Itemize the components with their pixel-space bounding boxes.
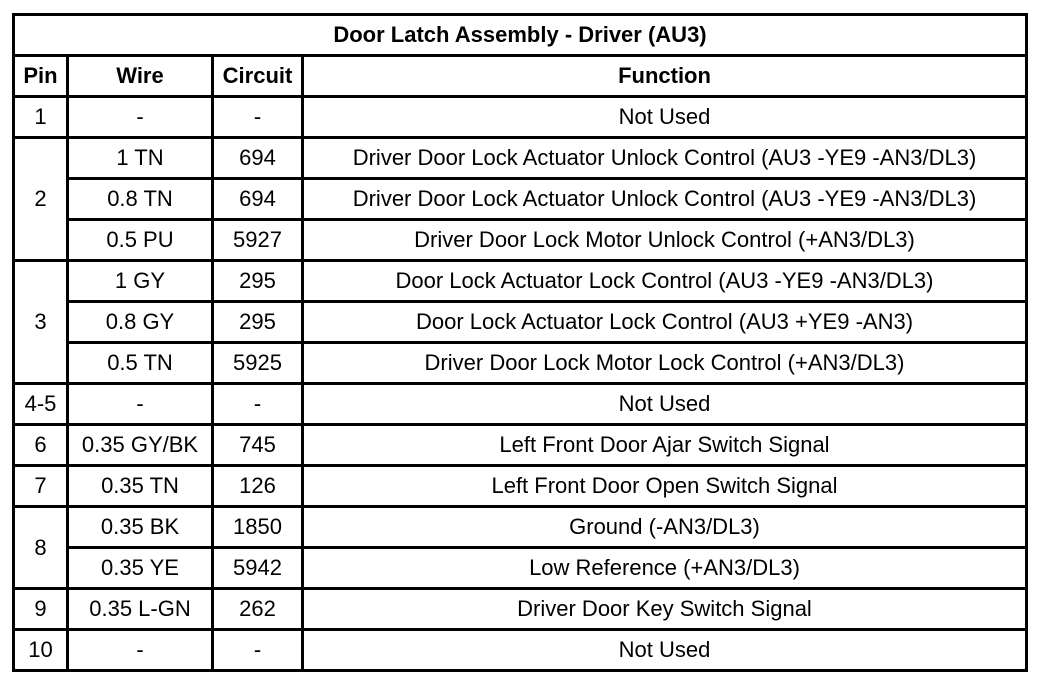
circuit-cell: 262: [214, 590, 304, 631]
wire-cell: -: [69, 98, 214, 139]
circuit-cell: 5925: [214, 344, 304, 385]
function-cell: Door Lock Actuator Lock Control (AU3 -YE9 -AN3/DL3): [304, 262, 1025, 303]
wire-cell: 0.35 BK: [69, 508, 214, 549]
pin-cell: 9: [15, 590, 69, 631]
circuit-cell: 5927: [214, 221, 304, 262]
pin-cell: 1: [15, 98, 69, 139]
pin-cell: 8: [15, 508, 69, 590]
wire-cell: 0.35 GY/BK: [69, 426, 214, 467]
wire-cell: 0.5 PU: [69, 221, 214, 262]
function-cell: Door Lock Actuator Lock Control (AU3 +YE9 -AN3): [304, 303, 1025, 344]
function-cell: Left Front Door Ajar Switch Signal: [304, 426, 1025, 467]
function-cell: Not Used: [618, 637, 711, 662]
title-row: [15, 16, 1025, 57]
table-row: [15, 385, 1025, 426]
function-cell: Driver Door Lock Actuator Unlock Control (AU3 -YE9 -AN3/DL3): [304, 180, 1025, 221]
table-row: [15, 631, 1025, 669]
function-cell: Not Used: [304, 385, 1025, 426]
circuit-cell: 295: [214, 303, 304, 344]
function-cell: Driver Door Lock Motor Lock Control (+AN3/DL3): [304, 344, 1025, 385]
table-title: Door Latch Assembly - Driver (AU3): [15, 16, 1025, 57]
table-row: [15, 467, 1025, 508]
pin-cell: 6: [15, 426, 69, 467]
wire-cell: -: [69, 385, 214, 426]
table-row: [15, 303, 1025, 344]
header-pin: Pin: [15, 57, 69, 98]
wire-cell: -: [69, 631, 214, 669]
header-function: Function: [304, 57, 1025, 98]
table-row: [15, 221, 1025, 262]
function-cell: Ground (-AN3/DL3): [304, 508, 1025, 549]
table-row: [15, 98, 1025, 139]
header-row: [15, 57, 1025, 98]
table-row: [15, 508, 1025, 549]
circuit-cell: 5942: [214, 549, 304, 590]
table-row: [15, 262, 1025, 303]
circuit-cell: 1850: [214, 508, 304, 549]
wire-cell: 0.35 L-GN: [69, 590, 214, 631]
circuit-cell: 694: [214, 180, 304, 221]
table-row: [15, 590, 1025, 631]
header-wire: Wire: [69, 57, 214, 98]
circuit-cell: -: [214, 385, 304, 426]
pin-cell: 2: [15, 139, 69, 262]
function-cell: Driver Door Key Switch Signal: [304, 590, 1025, 631]
table-row: [15, 344, 1025, 385]
connector-table-container: [12, 13, 1028, 672]
function-cell: Not Used: [304, 98, 1025, 139]
wire-cell: 1 TN: [69, 139, 214, 180]
header-circuit: Circuit: [214, 57, 304, 98]
table-row: [15, 426, 1025, 467]
circuit-cell: -: [214, 631, 304, 669]
function-cell: Driver Door Lock Actuator Unlock Control (AU3 -YE9 -AN3/DL3): [304, 139, 1025, 180]
connector-table: [12, 13, 1028, 672]
circuit-cell: 126: [214, 467, 304, 508]
table-row: [15, 180, 1025, 221]
pin-cell: 7: [15, 467, 69, 508]
pin-cell: 3: [15, 262, 69, 385]
circuit-cell: 694: [214, 139, 304, 180]
function-cell: Left Front Door Open Switch Signal: [304, 467, 1025, 508]
wire-cell: 0.35 YE: [69, 549, 214, 590]
table-row: [15, 139, 1025, 180]
wire-cell: 1 GY: [69, 262, 214, 303]
wire-cell: 0.8 TN: [69, 180, 214, 221]
wire-cell: 0.35 TN: [69, 467, 214, 508]
circuit-cell: 295: [214, 262, 304, 303]
pin-cell: 4-5: [15, 385, 69, 426]
wire-cell: 0.5 TN: [69, 344, 214, 385]
wire-cell: 0.8 GY: [69, 303, 214, 344]
table-row: [15, 549, 1025, 590]
circuit-cell: -: [214, 98, 304, 139]
function-cell: Driver Door Lock Motor Unlock Control (+AN3/DL3): [304, 221, 1025, 262]
pin-cell: 10: [15, 631, 69, 669]
function-cell: Low Reference (+AN3/DL3): [304, 549, 1025, 590]
circuit-cell: 745: [214, 426, 304, 467]
